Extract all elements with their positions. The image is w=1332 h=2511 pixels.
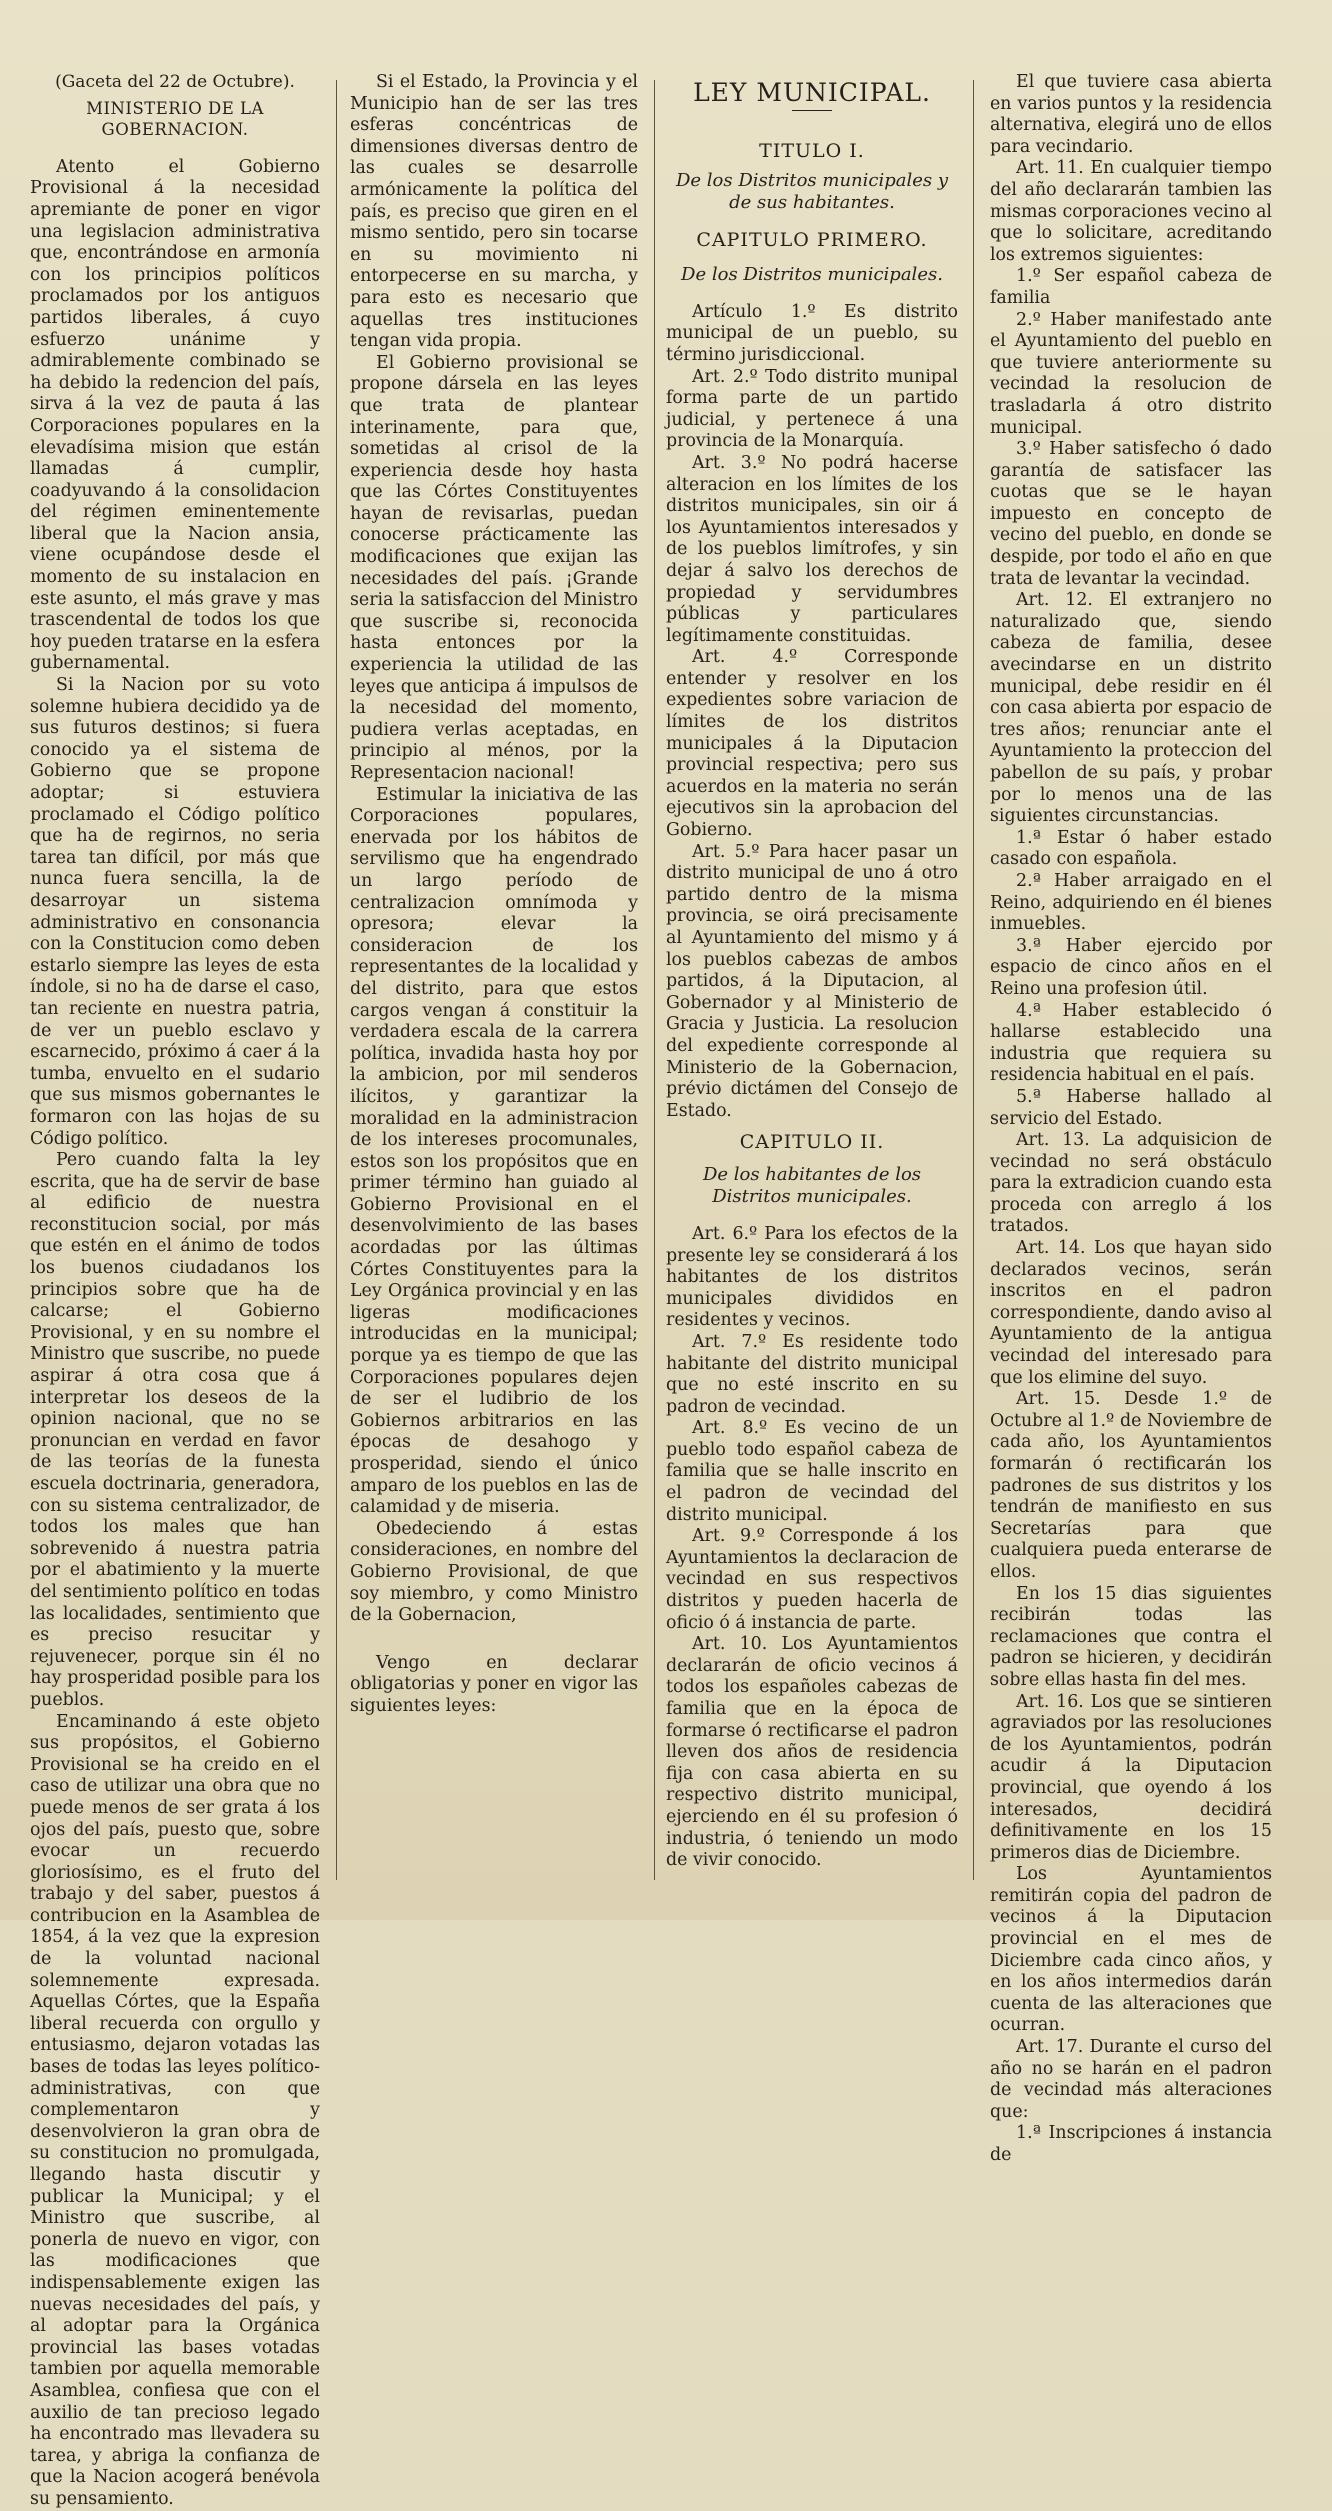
article: Art. 6.º Para los efectos de la presente ley se considerará á los habitantes de los distritos municipales divididos en residentes y vecinos. (666, 1223, 958, 1331)
article: Art. 2.º Todo distrito munipal forma parte de un partido judicial, y pertenece á una provincia de la Monarquía. (666, 366, 958, 452)
article: Art. 14. Los que hayan sido declarados vecinos, serán inscritos en el padron correspondiente, dando aviso al Ayuntamiento de la antigua vecindad del interesado para que los elimine del suyo. (990, 1238, 1272, 1388)
gaceta-date: (Gaceta del 22 de Octubre). (55, 72, 295, 92)
article: Artículo 1.º Es distrito municipal de un pueblo, su término jurisdiccional. (666, 301, 958, 365)
chapter-subheading: De los Distritos municipales. (681, 263, 943, 285)
column-4 (990, 72, 1272, 2165)
preamble-paragraph: Encaminando á este objeto sus propósitos, el Gobierno Provisional se ha creido en el caso de utilizar una obra que no puede menos de ser grata á los ojos del país, puesto que, sobre evocar un recuerdo gloriosísimo, es el fruto del trabajo y del saber, puestos á contribucion en la Asamblea de 1854, á la vez que la expresion de la voluntad nacional solemnemente expresada. Aquellas Córtes, que la España liberal recuerda con orgullo y entusiasmo, dejaron votadas las bases de todas las leyes político-administrativas, con que complementaron y desenvolvieron la gran obra de su constitucion no promulgada, llegando hasta discutir y publicar la Municipal; y el Ministro que suscribe, al ponerla de nuevo en vigor, con las modificaciones que indispensablemente exigen las nuevas necesidades del país, y al adoptar para la Orgánica provincial las bases votadas tambien por aquella memorable Asamblea, confiesa que con el auxilio de tan precioso legado ha encontrado mas llevadera su tarea, y abriga la confianza de que la Nacion acogerá benévola su pensamiento. (30, 1711, 320, 2509)
article: El que tuviere casa abierta en varios puntos y la residencia alternativa, elegirá uno de ellos para vecindario. (990, 72, 1272, 157)
titulo-heading: TITULO I. (759, 139, 865, 162)
article-item: 3.º Haber satisfecho ó dado garantía de satisfacer las cuotas que se le hayan impuesto en concepto de vecino del pueblo, en donde se despide, por todo el año en que trata de levantar la vecindad. (990, 439, 1272, 589)
article: Art. 16. Los que se sintieren agraviados por las resoluciones de los Ayuntamientos, podrán acudir á la Diputacion provincial, que oyendo á los interesados, decidirá definitivamente en los 15 primeros dias de Diciembre. (990, 1691, 1272, 1863)
title-rule (792, 110, 832, 111)
article: Los Ayuntamientos remitirán copia del padron de vecinos á la Diputacion provincial en el mes de Diciembre cada cinco años, y en los años intermedios darán cuenta de las alteraciones que ocurran. (990, 1864, 1272, 2036)
article: Art. 4.º Corresponde entender y resolver en los expedientes sobre variacion de límites de los distritos municipales á la Diputacion provincial respectiva; pero sus acuerdos en la materia no serán ejecutivos sin la aprobacion del Gobierno. (666, 647, 958, 841)
column-3 (666, 72, 958, 1902)
preamble-paragraph: Si el Estado, la Provincia y el Municipio han de ser las tres esferas concéntricas de dimensiones diversas dentro de las cuales se desarrolle armónicamente la política del país, es preciso que giren en el mismo sentido, pero sin tocarse en su movimiento ni entorpecerse en su marcha, y para esto es necesario que aquellas tres instituciones tengan vida propia. (350, 72, 638, 352)
article: Art. 11. En cualquier tiempo del año declararán tambien las mismas corporaciones vecino al que lo solicitare, acreditando los extremos siguientes: (990, 158, 1272, 265)
article: Art. 13. La adquisicion de vecindad no será obstáculo para la extradicion cuando esta proceda con arreglo á los tratados. (990, 1130, 1272, 1237)
article: Art. 12. El extranjero no naturalizado que, siendo cabeza de familia, desee avecindarse en un distrito municipal, debe residir en él con casa abierta por espacio de tres años; renunciar ante el Ayuntamiento la proteccion del pabellon de su país, y probar por lo menos una de las siguientes circunstancias. (990, 590, 1272, 827)
law-title: LEY MUNICIPAL. (693, 78, 931, 107)
column-1 (30, 72, 320, 2509)
titulo-subheading: De los Distritos municipales y de sus habitantes. (675, 170, 949, 214)
preamble-paragraph: Pero cuando falta la ley escrita, que ha de servir de base al edificio de nuestra reconstitucion social, por más que estén en el ánimo de todos los buenos ciudadanos los principios sobre que ha de calcarse; el Gobierno Provisional, y en su nombre el Ministro que suscribe, no puede aspirar á otra cosa que á interpretar los deseos de la opinion nacional, que no se pronuncian en verdad en favor de las teorías de la funesta escuela doctrinaria, generadora, con su sistema centralizador, de todos los males que han sobrevenido á nuestra patria por el abatimiento y la muerte del sentimiento político en todas las localidades, sentimiento que es preciso resucitar y rejuvenecer, porque sin él no hay prosperidad posible para los pueblos. (30, 1150, 320, 1710)
article: En los 15 dias siguientes recibirán todas las reclamaciones que contra el padron se hicieren, y decidirán sobre ellas hasta fin del mes. (990, 1583, 1272, 1690)
chapter-heading: CAPITULO II. (739, 1131, 885, 1154)
column-divider (654, 80, 655, 1880)
column-divider (336, 80, 337, 1880)
article: Art. 5.º Para hacer pasar un distrito municipal de uno á otro partido dentro de la misma provincia, se oirá precisamente al Ayuntamiento del mismo y á los pueblos cabezas de ambos partidos, á la Diputacion, al Gobernador y al Ministerio de Gracia y Justicia. La resolucion del expediente corresponde al Ministerio de la Gobernacion, prévio dictámen del Consejo de Estado. (666, 841, 958, 1121)
article-item: 4.ª Haber establecido ó hallarse establecido una industria que requiera su residencia habitual en el país. (990, 1000, 1272, 1086)
article: Art. 7.º Es residente todo habitante del distrito municipal que no esté inscrito en su padron de vecindad. (666, 1331, 958, 1417)
ministry-heading: MINISTERIO DE LA GOBERNACION. (86, 98, 264, 140)
preamble-paragraph: Estimular la iniciativa de las Corporaciones populares, enervada por los hábitos de servilismo que ha engendrado un largo período de centralizacion omnímoda y opresora; elevar la consideracion de los representantes de la localidad y del distrito, para que estos cargos vengan á constituir la verdadera escala de la carrera política, invadida hasta hoy por la ambicion, por mil senderos ilícitos, y garantizar la moralidad en la administracion de los intereses procomunales, estos son los propósitos que en primer término han guiado al Gobierno Provisional en el desenvolvimiento de las bases acordadas por las últimas Córtes Constituyentes para la Ley Orgánica provincial y en las ligeras modificaciones introducidas en la municipal; porque ya es tiempo de que las Corporaciones populares dejen de ser el ludibrio de los Gobiernos arbitrarios en las épocas de desahogo y prosperidad, siendo el único amparo de los pueblos en las de calamidad y de miseria. (350, 784, 638, 1518)
article: Art. 8.º Es vecino de un pueblo todo español cabeza de familia que se halle inscrito en el padron de vecindad del distrito municipal. (666, 1418, 958, 1525)
preamble-paragraph: El Gobierno provisional se propone dársela en las leyes que trata de plantear interinamente, para que, sometidas al crisol de la experiencia desde hoy hasta que las Córtes Constituyentes hayan de revisarlas, puedan conocerse prácticamente las modificaciones que exijan las necesidades del país. ¡Grande seria la satisfaccion del Ministro que suscribe si, reconocida hasta entonces por la experiencia la utilidad de las leyes que anticipa á impulsos de la necesidad del momento, pudiera verlas aceptadas, en principio al ménos, por la Representacion nacional! (350, 352, 638, 783)
preamble-paragraph: Obedeciendo á estas consideraciones, en nombre del Gobierno Provisional, de que soy miembro, y como Ministro de la Gobernacion, (350, 1518, 638, 1626)
decree-closing: Vengo en declarar obligatorias y poner en vigor las siguientes leyes: (350, 1652, 638, 1716)
article-item: 1.º Ser español cabeza de familia (990, 266, 1272, 308)
article-item: 2.º Haber manifestado ante el Ayuntamiento del pueblo en que tuviere anteriormente su vecindad la resolucion de trasladarla á otro distrito municipal. (990, 309, 1272, 438)
chapter-subheading: De los habitantes de los Distritos municipales. (702, 1163, 922, 1207)
chapter-heading: CAPITULO PRIMERO. (696, 229, 928, 252)
article-item: 1.ª Estar ó haber estado casado con española. (990, 827, 1272, 870)
column-2 (350, 72, 638, 1902)
article: Art. 3.º No podrá hacerse alteracion en los límites de los distritos municipales, sin oir á los Ayuntamientos interesados y de los pueblos limítrofes, y sin dejar á salvo los derechos de propiedad y servidumbres públicas y particulares legítimamente constituidas. (666, 452, 958, 646)
article-item: 5.ª Haberse hallado al servicio del Estado. (990, 1086, 1272, 1129)
column-divider (973, 80, 974, 1880)
article-item: 3.ª Haber ejercido por espacio de cinco años en el Reino una profesion útil. (990, 935, 1272, 999)
article: Art. 10. Los Ayuntamientos declararán de oficio vecinos á todos los españoles cabezas de familia que en la época de formarse ó rectificarse el padron lleven dos años de residencia fija con casa abierta en su respectivo distrito municipal, ejerciendo en él su profesion ó industria, ó teniendo un modo de vivir conocido. (666, 1634, 958, 1871)
article-item: 1.ª Inscripciones á instancia de (990, 2123, 1272, 2165)
article: Art. 17. Durante el curso del año no se harán en el padron de vecindad más alteraciones que: (990, 2037, 1272, 2122)
article-item: 2.ª Haber arraigado en el Reino, adquiriendo en él bienes inmuebles. (990, 870, 1272, 935)
preamble-paragraph: Si la Nacion por su voto solemne hubiera decidido ya de sus futuros destinos; si fuera conocido ya el sistema de Gobierno que se propone adoptar; si estuviera proclamado el Código político que ha de regirnos, no seria tarea tan difícil, por más que nunca fuera sencilla, la de desarroyar un sistema administrativo en consonancia con la Constitucion como deben estarlo siempre las leyes de esta índole, si no ha de darse el caso, tan reciente en nuestra patria, de ver un pueblo esclavo y escarnecido, próximo á caer á la tumba, envuelto en el sudario que sus mismos gobernantes le formaron con las hojas de su Código político. (30, 675, 320, 1149)
article: Art. 15. Desde 1.º de Octubre al 1.º de Noviembre de cada año, los Ayuntamientos formarán ó rectificarán los padrones de sus distritos y los tendrán de manifiesto en sus Secretarías para que cualquiera pueda enterarse de ellos. (990, 1389, 1272, 1582)
article: Art. 9.º Corresponde á los Ayuntamientos la declaracion de vecindad en sus respectivos distritos y pueden hacerla de oficio ó á instancia de parte. (666, 1526, 958, 1633)
preamble-paragraph: Atento el Gobierno Provisional á la necesidad apremiante de poner en vigor una legislacion administrativa que, encontrándose en armonía con los principios políticos proclamados por los antiguos partidos liberales, á cuyo esfuerzo unánime y admirablemente combinado se ha debido la redencion del país, sirva á la vez de pauta á las Corporaciones populares en la elevadísima mision que están llamadas á cumplir, coadyuvando á la consolidacion del régimen eminentemente liberal que la Nacion ansia, viene ocupándose desde el momento de su instalacion en este asunto, el más grave y mas trascendental de todos los que hoy pueden tratarse en la esfera gubernamental. (30, 156, 320, 674)
